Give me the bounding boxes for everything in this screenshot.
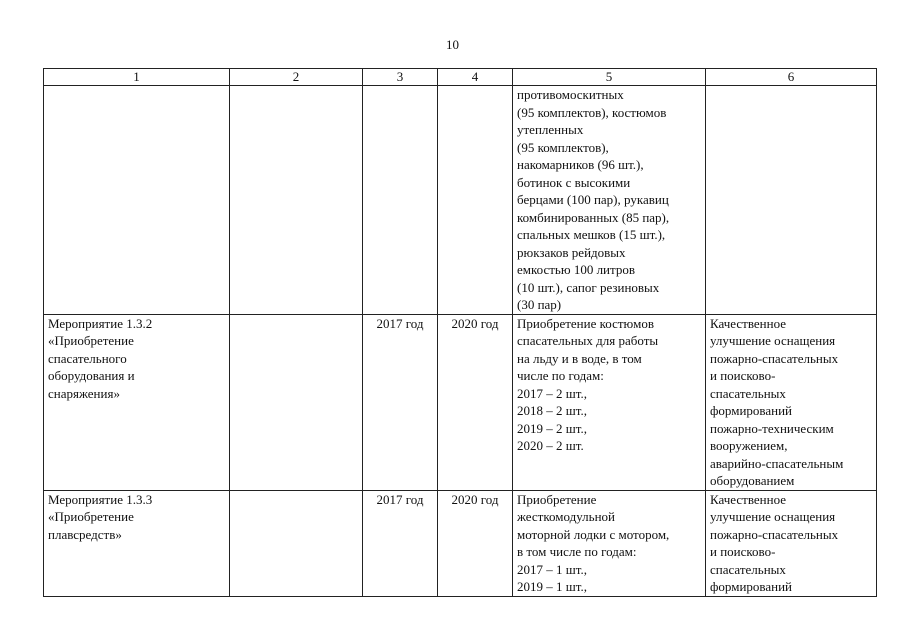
executor-cell: [230, 86, 363, 315]
start-year-cell: [363, 86, 438, 315]
column-header: 5: [513, 69, 706, 86]
end-year-cell: 2020 год: [438, 314, 513, 490]
column-header: 3: [363, 69, 438, 86]
column-header: 1: [44, 69, 230, 86]
column-header: 6: [706, 69, 877, 86]
measure-name-cell: Мероприятие 1.3.3 «Приобретение плавсредств»: [44, 490, 230, 596]
end-year-cell: [438, 86, 513, 315]
description-cell: противомоскитных (95 комплектов), костюмов утепленных (95 комплектов), накомарников (96 шт.), ботинок с высокими берцами (100 пар), рукавиц комбинированных (85 пар), спальных мешков (15 шт.), рюкзаков рейдовых емкостью 100 литров (10 шт.), сапог резиновых (30 пар): [513, 86, 706, 315]
start-year-cell: 2017 год: [363, 490, 438, 596]
start-year-cell: 2017 год: [363, 314, 438, 490]
measures-table: [43, 68, 877, 597]
end-year-cell: 2020 год: [438, 490, 513, 596]
measure-name-cell: [44, 86, 230, 315]
table-row: [44, 490, 877, 596]
description-cell: Приобретение жесткомодульной моторной лодки с мотором, в том числе по годам: 2017 – 1 шт., 2019 – 1 шт.,: [513, 490, 706, 596]
table-row: [44, 86, 877, 315]
result-cell: Качественное улучшение оснащения пожарно-спасательных и поисково- спасательных формирований: [706, 490, 877, 596]
page-number: 10: [446, 37, 459, 52]
description-cell: Приобретение костюмов спасательных для работы на льду и в воде, в том числе по годам: 2017 – 2 шт., 2018 – 2 шт., 2019 – 2 шт., 2020 – 2 шт.: [513, 314, 706, 490]
measure-name-cell: Мероприятие 1.3.2 «Приобретение спасательного оборудования и снаряжения»: [44, 314, 230, 490]
column-header: 4: [438, 69, 513, 86]
table-row: [44, 314, 877, 490]
result-cell: Качественное улучшение оснащения пожарно-спасательных и поисково- спасательных формирований пожарно-техническим вооружением, аварийно-спасательным оборудованием: [706, 314, 877, 490]
column-header: 2: [230, 69, 363, 86]
executor-cell: [230, 490, 363, 596]
executor-cell: [230, 314, 363, 490]
result-cell: [706, 86, 877, 315]
table-header-row: [44, 69, 877, 86]
